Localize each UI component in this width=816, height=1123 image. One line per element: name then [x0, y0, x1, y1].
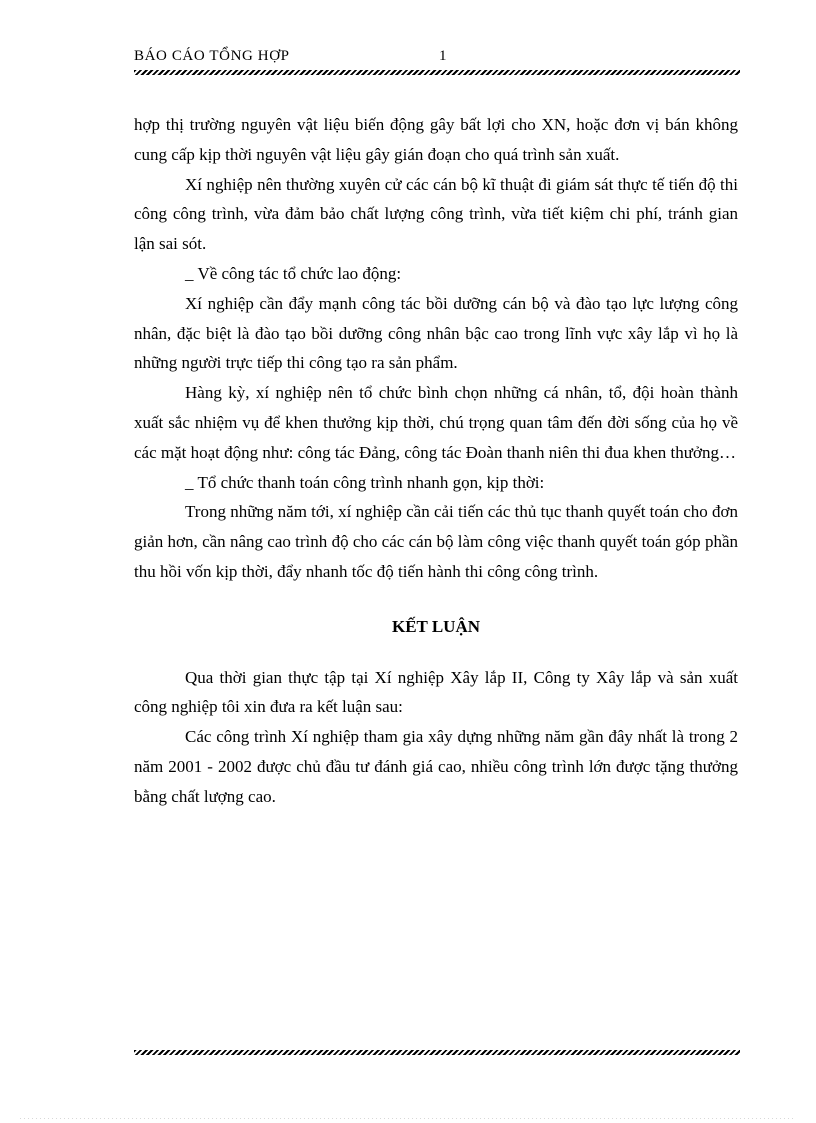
footer-divider [134, 1050, 740, 1055]
paragraph-payment-heading: _ Tổ chức thanh toán công trình nhanh gọn, kịp thời: [185, 472, 545, 492]
paragraph-training: Xí nghiệp cần đẩy mạnh công tác bồi dưỡng cán bộ và đào tạo lực lượng công nhân, đặc biệt là đào tạo bồi dưỡng công nhân bậc cao trong lĩnh vực xây lắp vì họ là những người trực tiếp thi công tạo ra sản phẩm. [134, 293, 738, 373]
header-title: BÁO CÁO TỔNG HỢP [134, 48, 290, 64]
header-divider [134, 70, 740, 75]
paragraph-conclusion-projects: Các công trình Xí nghiệp tham gia xây dựng những năm gần đây nhất là trong 2 năm 2001 - 2002 được chủ đầu tư đánh giá cao, nhiều công trình lớn được tặng thưởng bằng chất lượng cao. [134, 727, 738, 806]
paragraph-supervision: Xí nghiệp nên thường xuyên cử các cán bộ kĩ thuật đi giám sát thực tế tiến độ thi công công trình, vừa đảm bảo chất lượng công trình, vừa tiết kiệm chi phí, tránh gian lận sai sót. [134, 174, 738, 254]
page-edge-dots [20, 1118, 796, 1119]
page-header [134, 48, 740, 68]
paragraph-settlement: Trong những năm tới, xí nghiệp cần cải tiến các thủ tục thanh quyết toán cho đơn giản hơn, cần nâng cao trình độ cho các cán bộ làm công việc thanh quyết toán góp phần thu hồi vốn kịp thời, đẩy nhanh tốc độ tiến hành thi công công trình. [134, 502, 738, 581]
paragraph-conclusion-intro: Qua thời gian thực tập tại Xí nghiệp Xây lắp II, Công ty Xây lắp và sản xuất công nghiệp tôi xin đưa ra kết luận sau: [134, 667, 738, 717]
conclusion-heading: KẾT LUẬN [391, 616, 480, 636]
paragraph-rewards: Hàng kỳ, xí nghiệp nên tổ chức bình chọn những cá nhân, tổ, đội hoàn thành xuất sắc nhiệm vụ để khen thưởng kịp thời, chú trọng quan tâm đến đời sống của họ về các mặt hoạt động như: công tác Đảng, công tác Đoàn thanh niên thi đua khen thưởng… [134, 383, 738, 462]
paragraph-labor-heading: _ Về công tác tổ chức lao động: [185, 263, 402, 283]
document-body [134, 110, 738, 812]
paragraph-continuation: hợp thị trường nguyên vật liệu biến động gây bất lợi cho XN, hoặc đơn vị bán không cung cấp kịp thời nguyên vật liệu gây gián đoạn cho quá trình sản xuất. [134, 115, 738, 164]
page-number: 1 [439, 48, 447, 64]
